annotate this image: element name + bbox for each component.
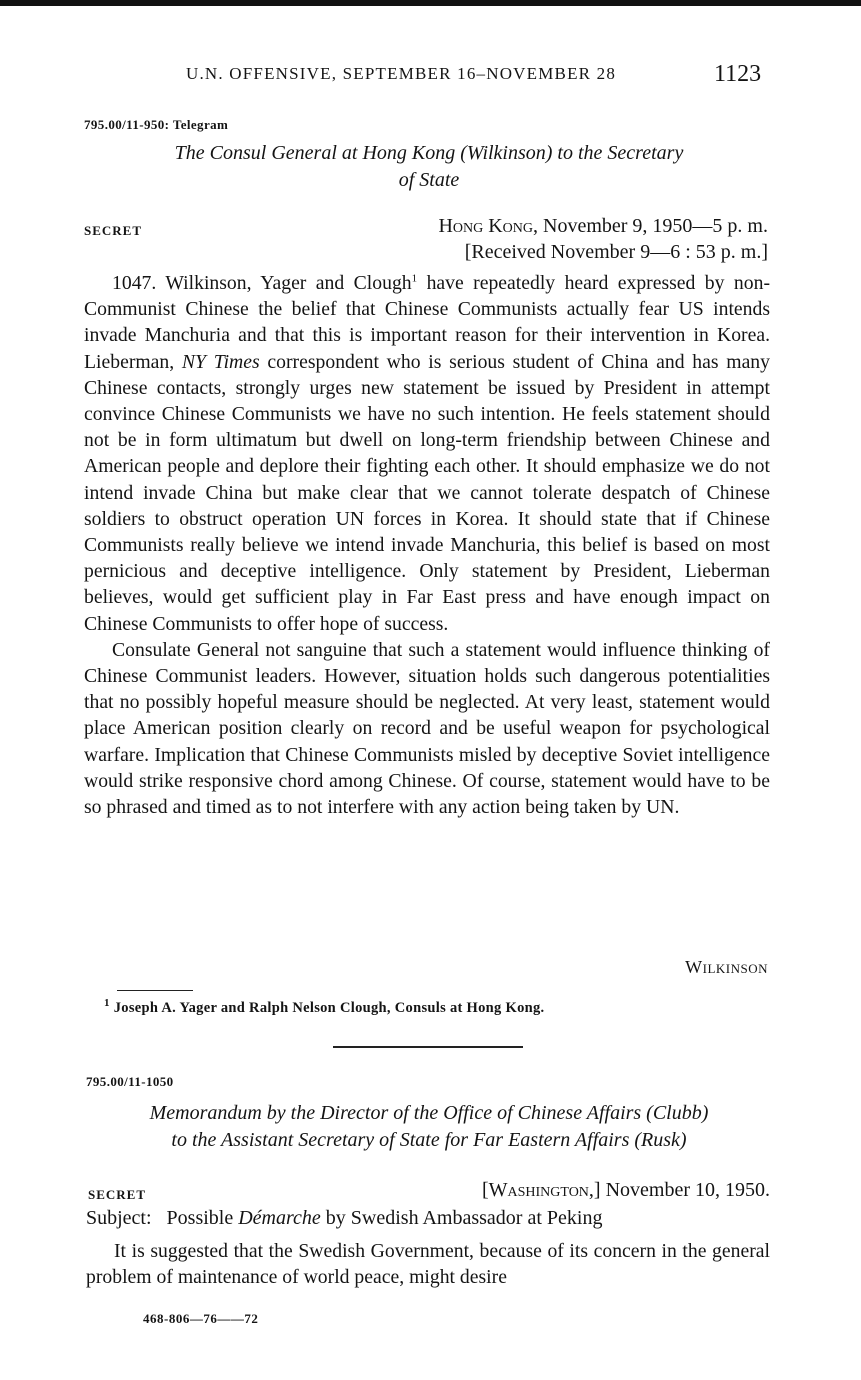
doc2-title-line2: to the Assistant Secretary of State for Far Eastern Affairs (Rusk): [171, 1129, 687, 1151]
doc2-title-line1: Memorandum by the Director of the Office of Chinese Affairs (Clubb): [149, 1102, 709, 1124]
doc1-title-line2: of State: [398, 169, 460, 191]
doc2-dateline-date: November 10, 1950.: [600, 1179, 770, 1201]
doc2-title: [84, 1100, 774, 1154]
doc1-received: [Received November 9—6 : 53 p. m.]: [464, 241, 768, 263]
footnote-ref: 1: [411, 272, 418, 285]
doc1-dateline-place: Hong Kong,: [438, 215, 539, 237]
doc2-dateline: [300, 1179, 770, 1202]
doc1-dateline-date: November 9, 1950—5 p. m.: [538, 215, 768, 237]
doc1-dateline: [300, 215, 768, 238]
doc2-classification: SECRET: [88, 1187, 147, 1202]
footnote-rule: [117, 990, 193, 991]
doc1-body: [84, 270, 770, 820]
scan-top-border: [0, 0, 861, 6]
doc1-footnote: $^1$ Joseph A. Yager and Ralph Nelson Clough, Consuls at Hong Kong.: [104, 997, 545, 1016]
print-code: 468-806—76——72: [143, 1311, 259, 1326]
doc1-title-line1: The Consul General at Hong Kong (Wilkinson) to the Secretary: [174, 142, 684, 164]
doc2-paragraph-1: It is suggested that the Swedish Government, because of its concern in the general problem of maintenance of world peace, might desire: [86, 1240, 770, 1289]
doc1-paragraph-1: 1047. Wilkinson, Yager and Clough$^1$ have repeatedly heard expressed by non-Communist Chinese the belief that Chinese Communists actually fear US intends invade Manchuria and that this is important reason for their intervention in Korea. Lieberman, NY Times correspondent who is serious student of China and has many Chinese contacts, strongly urges new statement be issued by President in attempt convince Chinese Communists we have no such intention. He feels statement should not be in form ultimatum but dwell on long-term friendship between Chinese and American people and deplore their fighting each other. It should emphasize we do not intend invade China but make clear that we cannot tolerate despatch of Chinese soldiers to obstruct operation UN forces in Korea. It should state that if Chinese Communists really believe we intend invade Manchuria, this belief is based on most pernicious and deceptive intelligence. Only statement by President, Lieberman believes, would get sufficient play in Far East press and have enough impact on Chinese Communists to offer hope of success.: [84, 272, 771, 635]
doc1-file-number: 795.00/11-950: Telegram: [84, 117, 229, 132]
doc1-paragraph-2: Consulate General not sanguine that such a statement would influence thinking of Chinese Communist leaders. However, situation holds such dangerous potentialities that no possibly hopeful measure should be neglected. At very least, statement would place American position clearly on record and be useful weapon for psychological warfare. Implication that Chinese Communists misled by deceptive Soviet intelligence would strike responsive chord among Chinese. Of course, statement would have to be so phrased and timed as to not interfere with any action being taken by UN.: [84, 638, 770, 819]
doc2-file-number: 795.00/11-1050: [86, 1074, 174, 1089]
doc1-title: [84, 140, 774, 194]
doc2-subject-label: Subject:: [86, 1207, 152, 1229]
page-number: 1123: [714, 61, 762, 87]
running-header: U.N. OFFENSIVE, SEPTEMBER 16–NOVEMBER 28: [186, 64, 617, 83]
doc2-dateline-place: [Washington,]: [481, 1179, 601, 1201]
doc1-signature: Wilkinson: [685, 957, 768, 977]
doc2-subject: Subject: Possible Démarche by Swedish Ambassador at Peking: [86, 1207, 603, 1229]
section-separator: [333, 1046, 523, 1048]
doc1-classification: SECRET: [84, 223, 143, 238]
doc2-body: [86, 1238, 770, 1290]
